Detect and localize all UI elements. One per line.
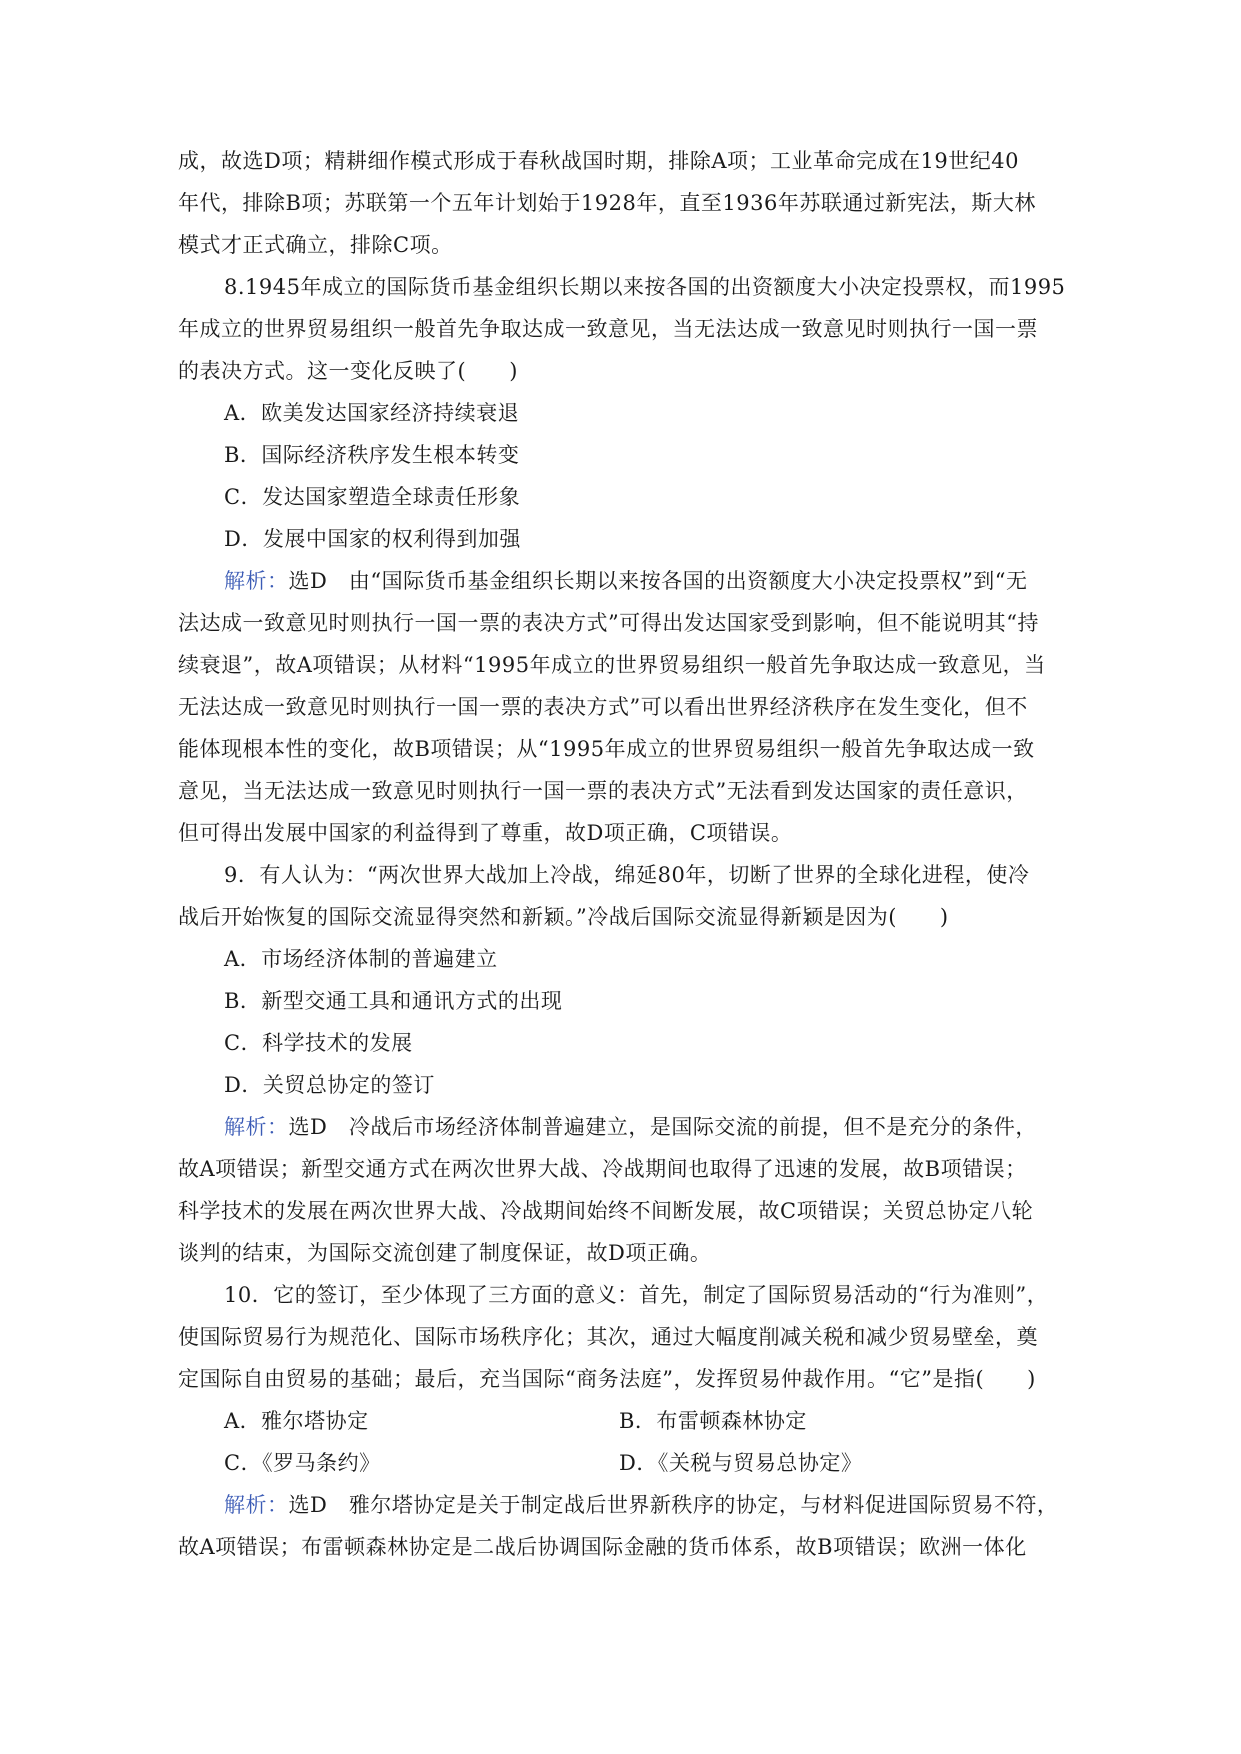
option-a: A．欧美发达国家经济持续衰退: [224, 401, 520, 425]
question-stem-line: 的表决方式。这一变化反映了( ): [178, 359, 518, 383]
analysis-line: 续衰退”，故A项错误；从材料“1995年成立的世界贸易组织一般首先争取达成一致意见，当: [178, 653, 1046, 677]
analysis-line: 科学技术的发展在两次世界大战、冷战期间始终不间断发展，故C项错误；关贸总协定八轮: [178, 1199, 1034, 1223]
analysis-line: [178, 1484, 1068, 1526]
analysis-line: 谈判的结束，为国际交流创建了制度保证，故D项正确。: [178, 1241, 712, 1265]
analysis-line: 意见，当无法达成一致意见时则执行一国一票的表决方式”无法看到发达国家的责任意识，: [178, 779, 1028, 803]
option-b: B．国际经济秩序发生根本转变: [224, 443, 520, 467]
analysis-label: 解析：: [224, 1493, 289, 1517]
question-10: [178, 1274, 1068, 1568]
analysis-line: 但可得出发展中国家的利益得到了尊重，故D项正确，C项错误。: [178, 821, 793, 845]
analysis-line: 故A项错误；新型交通方式在两次世界大战、冷战期间也取得了迅速的发展，故B项错误；: [178, 1157, 1027, 1181]
option-c: C．《罗马条约》: [224, 1451, 381, 1475]
question-8: [178, 266, 1068, 854]
question-9: [178, 854, 1068, 1274]
text-line: 年代，排除B项；苏联第一个五年计划始于1928年，直至1936年苏联通过新宪法，斯大林: [178, 191, 1036, 215]
option-b: B．布雷顿森林协定: [619, 1409, 807, 1433]
analysis-text: 选D 雅尔塔协定是关于制定战后世界新秩序的协定，与材料促进国际贸易不符，: [288, 1493, 1059, 1517]
option-b: B．新型交通工具和通讯方式的出现: [224, 989, 563, 1013]
analysis-line: 故A项错误；布雷顿森林协定是二战后协调国际金融的货币体系，故B项错误；欧洲一体化: [178, 1535, 1027, 1559]
analysis-line: [178, 1106, 1068, 1148]
option-row: [178, 1442, 1068, 1484]
document-page: [178, 140, 1068, 1568]
question-stem-line: 8.1945年成立的国际货币基金组织长期以来按各国的出资额度大小决定投票权，而1995: [224, 275, 1066, 299]
text-line: 成，故选D项；精耕细作模式形成于春秋战国时期，排除A项；工业革命完成在19世纪40: [178, 149, 1019, 173]
analysis-label: 解析：: [224, 569, 289, 593]
question-stem-line: 9．有人认为：“两次世界大战加上冷战，绵延80年，切断了世界的全球化进程，使冷: [224, 863, 1030, 887]
question-stem-line: 战后开始恢复的国际交流显得突然和新颖。”冷战后国际交流显得新颖是因为( ): [178, 905, 949, 929]
analysis-line: [178, 560, 1068, 602]
option-a: A．雅尔塔协定: [224, 1409, 369, 1433]
option-d: D．《关税与贸易总协定》: [619, 1451, 863, 1475]
option-c: C．科学技术的发展: [224, 1031, 413, 1055]
text-line: 模式才正式确立，排除C项。: [178, 233, 453, 257]
analysis-label: 解析：: [224, 1115, 289, 1139]
analysis-text: 选D 由“国际货币基金组织长期以来按各国的出资额度大小决定投票权”到“无: [288, 569, 1028, 593]
analysis-text: 选D 冷战后市场经济体制普遍建立，是国际交流的前提，但不是充分的条件，: [288, 1115, 1037, 1139]
continuation-paragraph: [178, 140, 1068, 266]
question-stem-line: 定国际自由贸易的基础；最后，充当国际“商务法庭”，发挥贸易仲裁作用。“它”是指( ): [178, 1367, 1036, 1391]
question-stem-line: 使国际贸易行为规范化、国际市场秩序化；其次，通过大幅度削减关税和减少贸易壁垒，奠: [178, 1325, 1038, 1349]
question-stem-line: 年成立的世界贸易组织一般首先争取达成一致意见，当无法达成一致意见时则执行一国一票: [178, 317, 1038, 341]
analysis-line: 无法达成一致意见时则执行一国一票的表决方式”可以看出世界经济秩序在发生变化，但不: [178, 695, 1028, 719]
option-row: [178, 1400, 1068, 1442]
question-stem-line: 10．它的签订，至少体现了三方面的意义：首先，制定了国际贸易活动的“行为准则”，: [224, 1283, 1049, 1307]
analysis-line: 能体现根本性的变化，故B项错误；从“1995年成立的世界贸易组织一般首先争取达成一致: [178, 737, 1035, 761]
option-d: D．关贸总协定的签订: [224, 1073, 435, 1097]
analysis-line: 法达成一致意见时则执行一国一票的表决方式”可得出发达国家受到影响，但不能说明其“持: [178, 611, 1039, 635]
option-c: C．发达国家塑造全球责任形象: [224, 485, 521, 509]
option-a: A．市场经济体制的普遍建立: [224, 947, 498, 971]
option-d: D．发展中国家的权利得到加强: [224, 527, 521, 551]
